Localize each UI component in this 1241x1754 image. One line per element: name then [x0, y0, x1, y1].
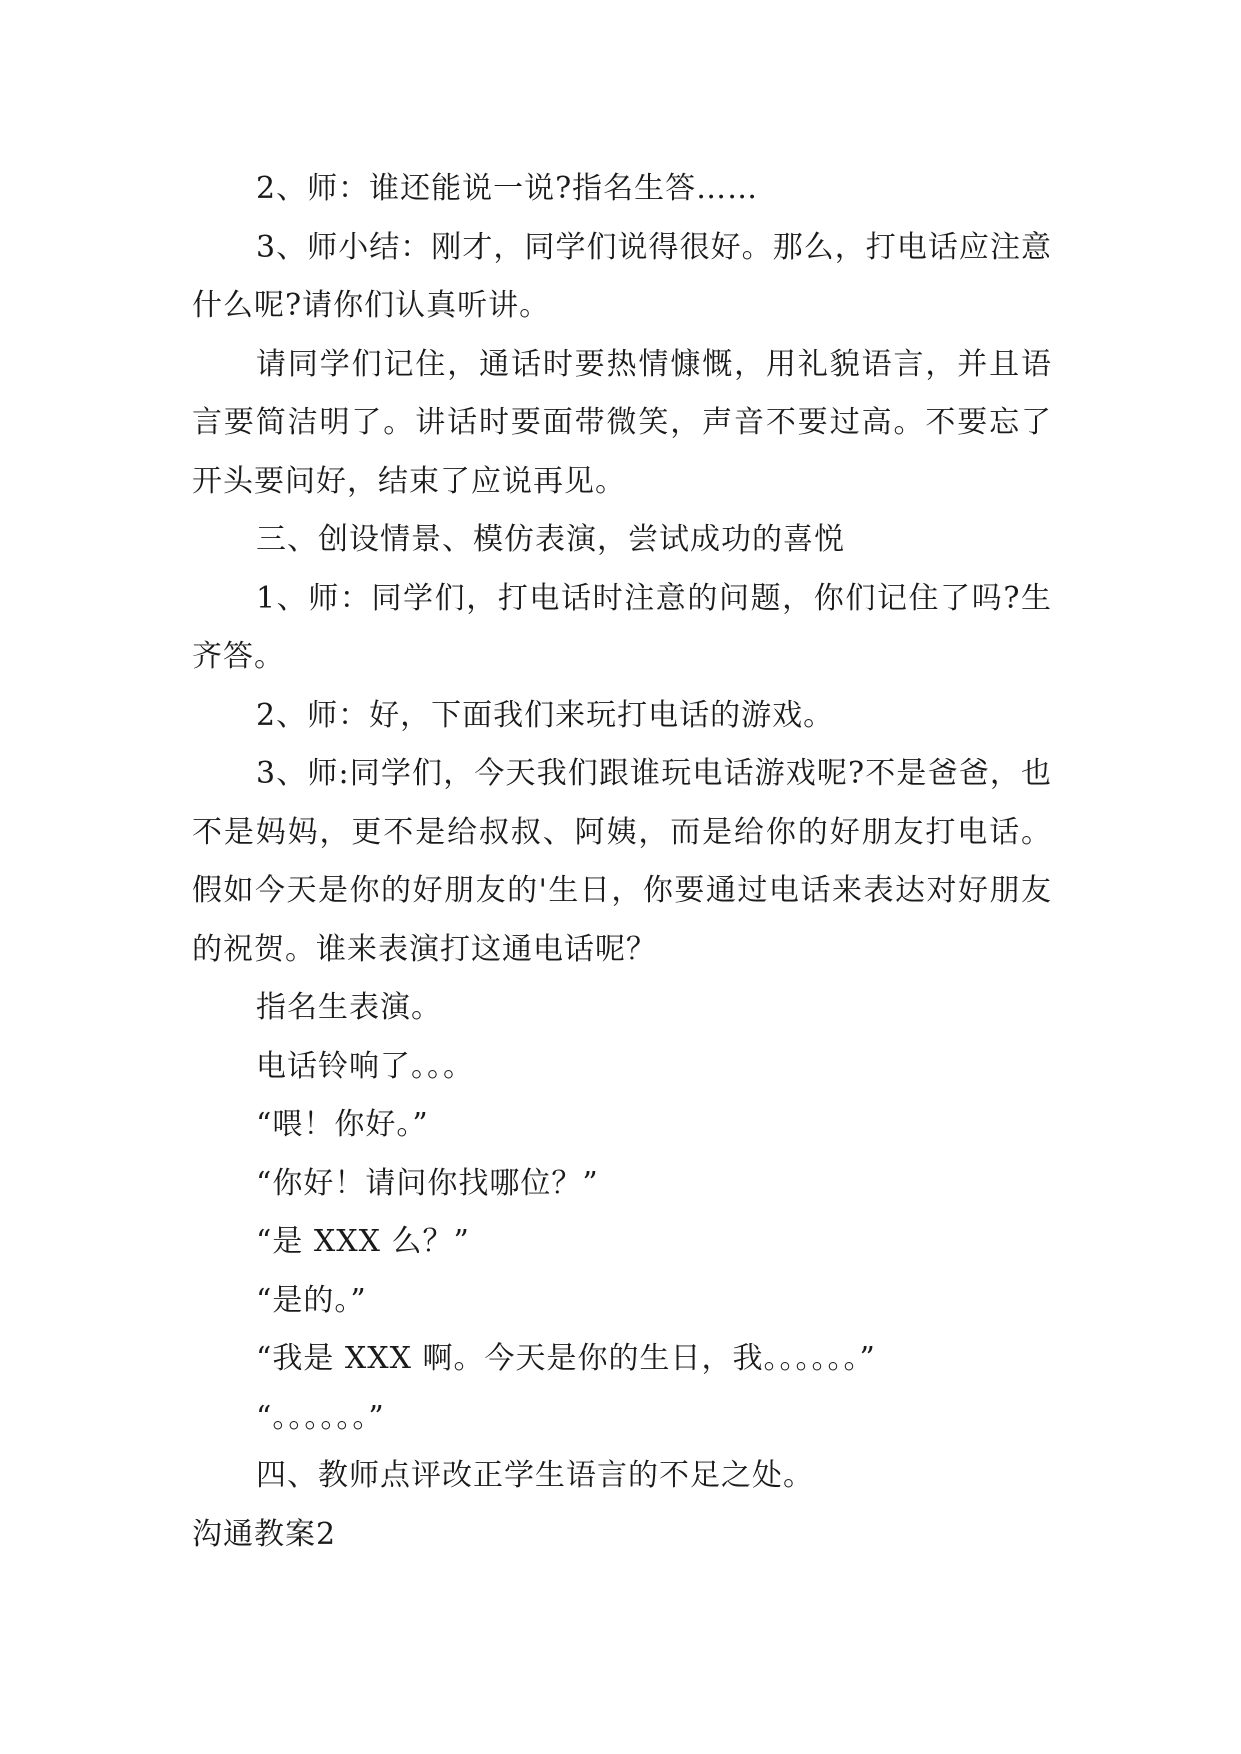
- paragraph-teacher-summary: 3、师小结：刚才，同学们说得很好。那么，打电话应注意什么呢?请你们认真听讲。: [192, 229, 1052, 323]
- paragraph-teacher-asks: 2、师：谁还能说一说?指名生答……: [256, 171, 759, 206]
- dialogue-line-1: “喂！你好。”: [256, 1107, 429, 1142]
- section-heading-plan-2: 沟通教案2: [192, 1516, 337, 1552]
- section-four-heading: 四、教师点评改正学生语言的不足之处。: [256, 1458, 814, 1493]
- dialogue-line-5: “我是 XXX 啊。今天是你的生日，我。。。。。。”: [256, 1341, 876, 1376]
- section-three-heading: 三、创设情景、模仿表演，尝试成功的喜悦: [256, 522, 845, 557]
- paragraph-step-3: 3、师:同学们，今天我们跟谁玩电话游戏呢?不是爸爸，也不是妈妈，更不是给叔叔、阿姨，而是给你的好朋友打电话。假如今天是你的好朋友的'生日，你要通过电话来表达对好朋友的祝贺。谁来表演打这通电话呢？: [192, 756, 1052, 967]
- paragraph-step-1: 1、师：同学们，打电话时注意的问题，你们记住了吗?生齐答。: [192, 580, 1052, 674]
- dialogue-line-2: “你好！请问你找哪位？”: [256, 1165, 599, 1201]
- dialogue-line-3: “是 XXX 么？”: [256, 1224, 470, 1259]
- dialogue-line-6: “。。。。。。”: [256, 1399, 385, 1435]
- paragraph-step-2: 2、师：好，下面我们来玩打电话的游戏。: [256, 697, 835, 733]
- paragraph-student-performs: 指名生表演。: [256, 990, 442, 1025]
- document-body: [192, 160, 1052, 1564]
- paragraph-phone-rings: 电话铃响了。。。: [256, 1048, 474, 1084]
- dialogue-line-4: “是的。”: [256, 1282, 367, 1318]
- paragraph-phone-etiquette: 请同学们记住，通话时要热情慷慨，用礼貌语言，并且语言要简洁明了。讲话时要面带微笑，声音不要过高。不要忘了开头要问好，结束了应说再见。: [192, 346, 1052, 499]
